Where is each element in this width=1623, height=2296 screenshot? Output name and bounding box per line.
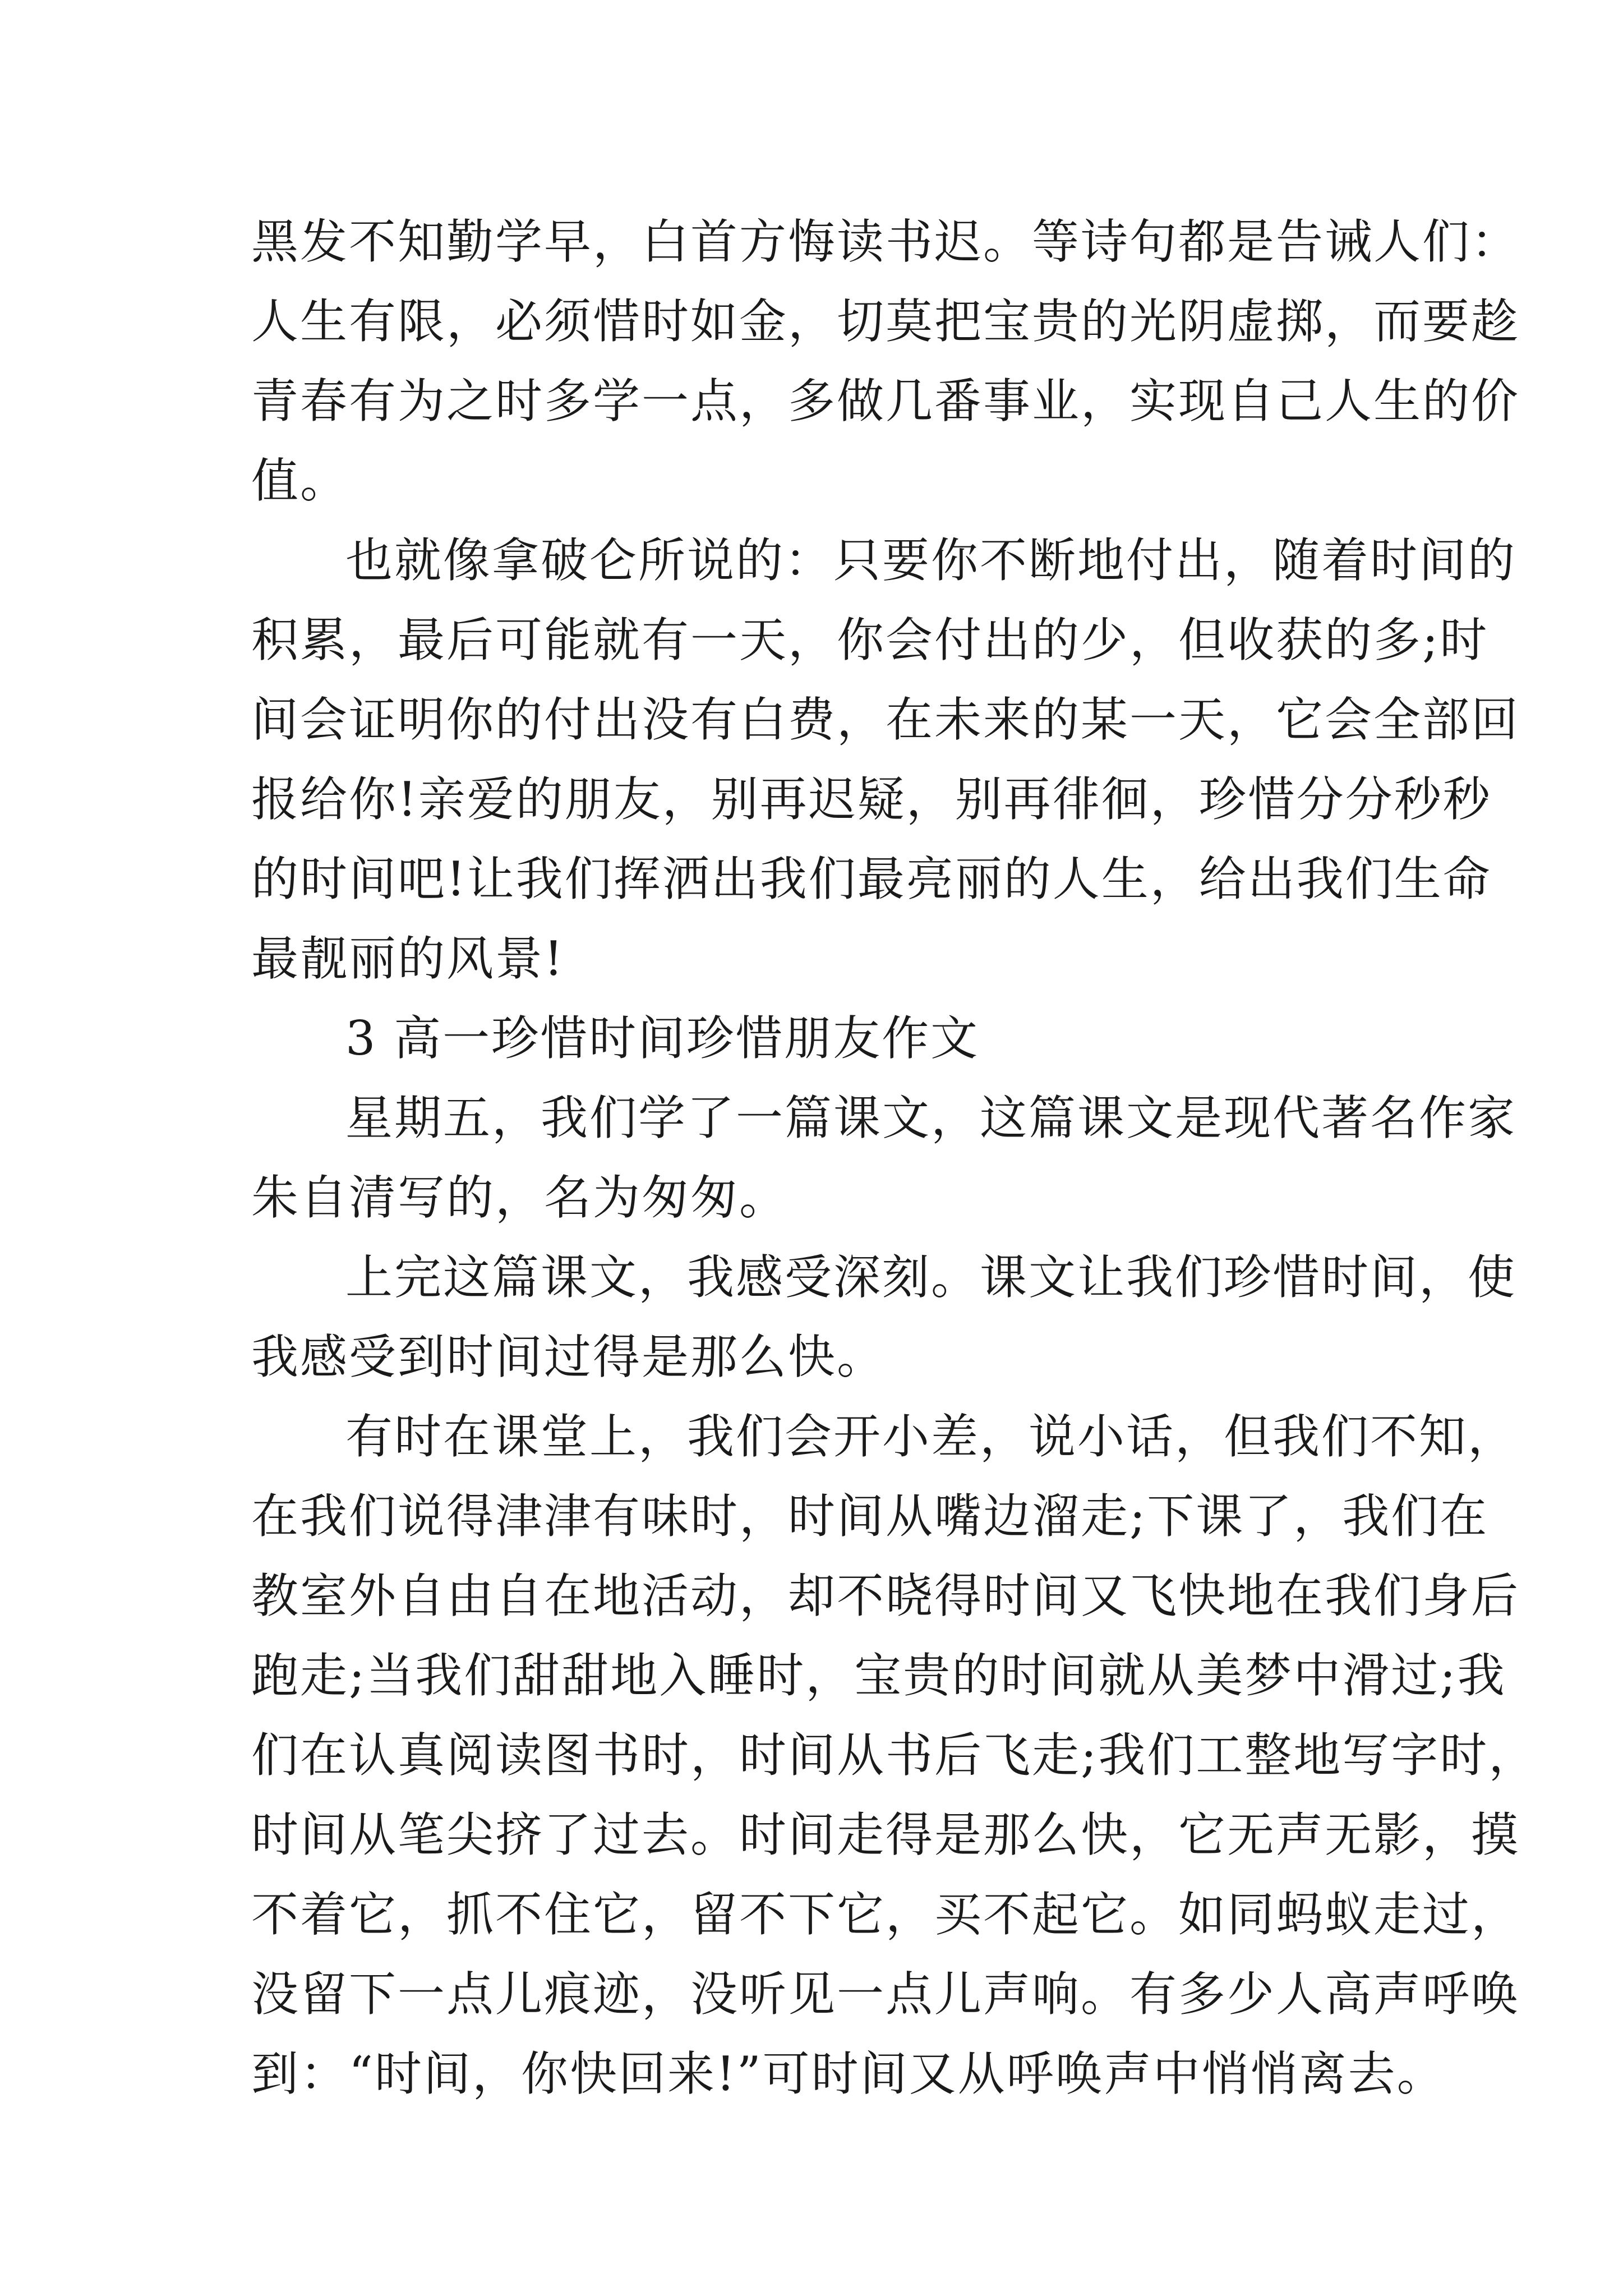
heading-text: 3 高一珍惜时间珍惜朋友作文	[345, 1011, 980, 1066]
text-line: 报给你!亲爱的朋友，别再迟疑，别再徘徊，珍惜分分秒秒	[251, 772, 1492, 827]
text-line: 不着它，抓不住它，留不下它，买不起它。如同蚂蚁走过，	[251, 1887, 1520, 1942]
text-line: 朱自清写的，名为匆匆。	[251, 1170, 789, 1225]
text-line: 没留下一点儿痕迹，没听见一点儿声响。有多少人高声呼唤	[251, 1967, 1520, 2022]
text-line: 跑走;当我们甜甜地入睡时，宝贵的时间就从美梦中滑过;我	[251, 1648, 1506, 1703]
text-line: 我感受到时间过得是那么快。	[251, 1329, 886, 1384]
text-line: 星期五，我们学了一篇课文，这篇课文是现代著名作家	[345, 1091, 1517, 1145]
text-line: 人生有限，必须惜时如金，切莫把宝贵的光阴虚掷，而要趁	[251, 294, 1520, 349]
section-heading	[251, 999, 1384, 1078]
paragraph-2	[251, 521, 1520, 999]
text-line: 黑发不知勤学早，白首方悔读书迟。等诗句都是告诫人们：	[251, 214, 1520, 269]
text-line: 在我们说得津津有味时，时间从嘴边溜走;下课了，我们在	[251, 1489, 1489, 1544]
text-line: 青春有为之时多学一点，多做几番事业，实现自己人生的价	[251, 374, 1520, 429]
text-line: 积累，最后可能就有一天，你会付出的少，但收获的多;时	[251, 613, 1489, 668]
text-line: 间会证明你的付出没有白费，在未来的某一天，它会全部回	[251, 692, 1520, 747]
document-body	[251, 202, 1538, 2114]
text-line: 最靓丽的风景!	[251, 931, 565, 986]
text-line: 时间从笔尖挤了过去。时间走得是那么快，它无声无影，摸	[251, 1807, 1520, 1862]
paragraph-1	[251, 202, 1520, 521]
paragraph-3	[251, 1078, 1517, 1237]
paragraph-4	[251, 1237, 1517, 1397]
text-line: 们在认真阅读图书时，时间从书后飞走;我们工整地写字时，	[251, 1728, 1538, 1783]
text-line: 也就像拿破仑所说的：只要你不断地付出，随着时间的	[345, 533, 1517, 588]
text-line: 上完这篇课文，我感受深刻。课文让我们珍惜时间，使	[345, 1250, 1517, 1305]
text-line: 值。	[251, 453, 349, 508]
text-line: 教室外自由自在地活动，却不晓得时间又飞快地在我们身后	[251, 1568, 1520, 1623]
text-line: 有时在课堂上，我们会开小差，说小话，但我们不知，	[345, 1409, 1517, 1464]
text-line: 到：“时间，你快回来!”可时间又从呼唤声中悄悄离去。	[251, 2046, 1446, 2101]
paragraph-5	[251, 1397, 1538, 2114]
text-line: 的时间吧!让我们挥洒出我们最亮丽的人生，给出我们生命	[251, 852, 1492, 907]
